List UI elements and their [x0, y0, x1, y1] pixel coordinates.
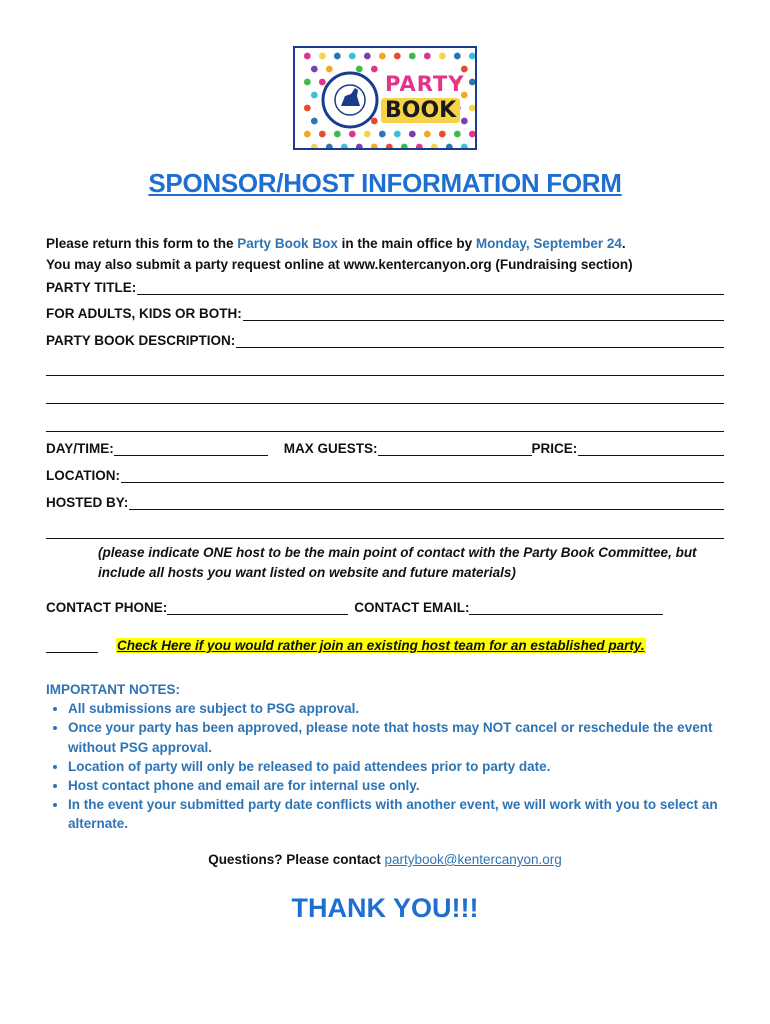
confetti-dot: [454, 53, 461, 60]
party-title-line[interactable]: [137, 280, 724, 295]
confetti-dot: [371, 118, 378, 125]
confetti-dot: [341, 144, 348, 150]
confetti-dot: [364, 53, 371, 60]
confetti-dot: [304, 53, 311, 60]
join-team-label: Check Here if you would rather join an existing host team for an established party.: [117, 638, 645, 653]
adults-kids-label: FOR ADULTS, KIDS OR BOTH:: [46, 306, 242, 321]
day-time-label: DAY/TIME:: [46, 441, 114, 456]
confetti-dot: [469, 53, 476, 60]
confetti-dot: [461, 144, 468, 150]
adults-kids-field[interactable]: [46, 306, 724, 321]
intro-text: in the main office by: [337, 236, 476, 251]
join-team-checkbox-line[interactable]: [46, 638, 98, 653]
host-note: (please indicate ONE host to be the main point of contact with the Party Book Committee, but include all hosts you want listed on website and future materials): [98, 545, 697, 580]
confetti-dot: [319, 79, 326, 86]
confetti-dot: [379, 131, 386, 138]
confetti-dot: [326, 66, 333, 73]
description-line[interactable]: [236, 333, 724, 348]
confetti-dot: [371, 144, 378, 150]
confetti-dot: [334, 53, 341, 60]
form-title: SPONSOR/HOST INFORMATION FORM: [148, 168, 622, 198]
list-item: • Once your party has been approved, please note that hosts may NOT cancel or reschedule the event without PSG approval.: [68, 718, 736, 756]
description-line-2[interactable]: [46, 361, 724, 376]
confetti-dot: [304, 131, 311, 138]
confetti-dot: [394, 131, 401, 138]
confetti-dot: [311, 144, 318, 150]
max-guests-line[interactable]: [378, 441, 532, 456]
party-book-logo: [293, 46, 477, 150]
list-item: • Location of party will only be released to paid attendees prior to party date.: [68, 757, 736, 776]
deadline-date: Monday, September 24: [475, 236, 622, 251]
contact-phone-line[interactable]: [167, 600, 348, 615]
confetti-dot: [469, 131, 476, 138]
day-time-line[interactable]: [114, 441, 268, 456]
contact-email-line[interactable]: [469, 600, 663, 615]
confetti-dot: [356, 144, 363, 150]
confetti-dot: [371, 66, 378, 73]
logo-word-book: BOOK: [381, 98, 460, 123]
hosted-by-field[interactable]: [46, 495, 724, 510]
confetti-dot: [304, 105, 311, 112]
confetti-dot: [469, 79, 476, 86]
questions-line: [0, 852, 770, 867]
confetti-dot: [409, 53, 416, 60]
questions-text: Questions? Please contact: [208, 852, 385, 867]
confetti-dot: [319, 131, 326, 138]
party-title-field[interactable]: [46, 280, 724, 295]
confetti-dot: [446, 144, 453, 150]
hosted-by-line-2[interactable]: [46, 524, 724, 539]
confetti-dot: [334, 131, 341, 138]
intro-text: Please return this form to the: [46, 236, 238, 251]
confetti-dot: [461, 118, 468, 125]
price-line[interactable]: [578, 441, 724, 456]
contact-row: [46, 600, 663, 615]
confetti-dot: [439, 53, 446, 60]
confetti-dot: [469, 105, 476, 112]
intro-line-2: You may also submit a party request online at www.kentercanyon.org (Fundraising section): [46, 257, 633, 272]
join-team-row: [46, 638, 646, 653]
confetti-dot: [416, 144, 423, 150]
confetti-dot: [311, 92, 318, 99]
confetti-dot: [349, 53, 356, 60]
party-title-label: PARTY TITLE:: [46, 280, 137, 295]
confetti-dot: [349, 131, 356, 138]
description-line-3[interactable]: [46, 389, 724, 404]
important-notes: [46, 680, 736, 834]
hosted-by-line[interactable]: [129, 495, 724, 510]
notes-list: [46, 699, 736, 833]
intro-line-1: [46, 236, 626, 251]
list-item: • Host contact phone and email are for internal use only.: [68, 776, 736, 795]
max-guests-label: MAX GUESTS:: [283, 441, 378, 456]
description-line-4[interactable]: [46, 417, 724, 432]
confetti-dot: [379, 53, 386, 60]
day-guests-price-row: [46, 441, 724, 456]
location-label: LOCATION:: [46, 468, 120, 483]
logo-word-party: PARTY: [385, 72, 465, 96]
intro-text: .: [621, 236, 626, 251]
contact-phone-label: CONTACT PHONE:: [46, 600, 168, 615]
description-field[interactable]: [46, 333, 724, 348]
confetti-dot: [409, 131, 416, 138]
confetti-dot: [319, 53, 326, 60]
confetti-dot: [386, 144, 393, 150]
confetti-dot: [431, 144, 438, 150]
confetti-dot: [356, 66, 363, 73]
confetti-dot: [304, 79, 311, 86]
description-label: PARTY BOOK DESCRIPTION:: [46, 333, 236, 348]
contact-email-link[interactable]: partybook@kentercanyon.org: [384, 852, 562, 867]
notes-heading: IMPORTANT NOTES:: [46, 682, 180, 697]
confetti-dot: [311, 66, 318, 73]
list-item: • In the event your submitted party date conflicts with another event, we will work with you to select an alternate.: [68, 795, 736, 833]
confetti-dot: [454, 131, 461, 138]
hosted-by-label: HOSTED BY:: [46, 495, 129, 510]
adults-kids-line[interactable]: [243, 306, 724, 321]
party-book-box-text: Party Book Box: [237, 236, 338, 251]
thank-you: THANK YOU!!!: [291, 893, 479, 923]
location-line[interactable]: [121, 468, 724, 483]
confetti-dot: [424, 53, 431, 60]
price-label: PRICE:: [531, 441, 578, 456]
list-item: • All submissions are subject to PSG approval.: [68, 699, 736, 718]
confetti-dot: [439, 131, 446, 138]
confetti-dot: [394, 53, 401, 60]
confetti-dot: [424, 131, 431, 138]
confetti-dot: [326, 144, 333, 150]
confetti-dot: [364, 131, 371, 138]
location-field[interactable]: [46, 468, 724, 483]
contact-email-label: CONTACT EMAIL:: [354, 600, 470, 615]
confetti-dot: [311, 118, 318, 125]
confetti-dot: [401, 144, 408, 150]
